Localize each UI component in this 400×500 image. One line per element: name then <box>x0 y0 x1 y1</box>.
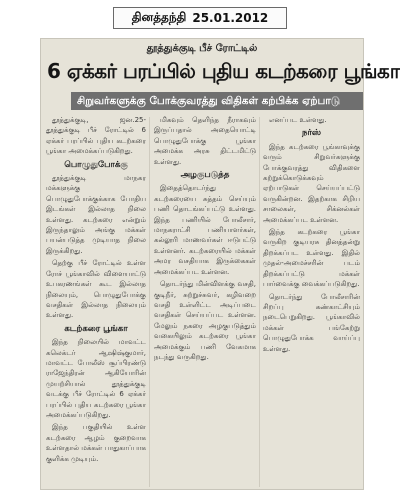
article-headline: 6 ஏக்கர் பரப்பில் புதிய கடற்கரை பூங்கா <box>47 59 400 83</box>
body-paragraph: மிகவும் தெளிந்த நீராகவும் இருப்பதால் அதையொட்டி பொழுதுபோக்கு பூங்கா அமைக்க அரசு திட்டமிட்டு உள்ளது. <box>154 116 256 166</box>
column-divider <box>149 117 150 487</box>
subheadline-text: சிறுவர்களுக்கு போக்குவரத்து விதிகள் கற்பிக்க ஏற்பாடு <box>77 94 341 107</box>
body-paragraph: தொடர்ந்து போலீசாரின் சிறப்பு கண்காட்சியும் நடைபெறுகிறது. பூங்காவில் மக்கள் பங்கேற்று பொழுதுபோக்க வாய்ப்பு உள்ளது. <box>263 292 360 353</box>
article-kicker: தூத்துக்குடி பீச் ரோட்டில் <box>146 43 258 54</box>
body-paragraph: இதைத்தொடர்ந்து கடற்கரையை சுத்தம் செய்யும் பணி தொடங்கப்பட்டு உள்ளது. இந்த பணியில் போலீசார், மாநகராட்சி பணியாளர்கள், கல்லூரி மாணவர்கள் ஈடுபட்டு உள்ளனர். கடற்கரையில் மக்கள் அமர வசதியாக இருக்கைகள் அமைக்கப்பட உள்ளன. <box>154 184 256 276</box>
body-paragraph: இந்த கடற்கரை பூங்கா வருகிற குடியரசு தினத்தன்று திறக்கப்பட உள்ளது. இதில் முதல்-அமைச்சரின் படம் திறக்கப்பட்டு மக்கள் பார்வைக்கு வைக்கப்படுகிறது. <box>263 228 360 289</box>
body-paragraph: எனப்பட உள்ளது. <box>269 116 327 124</box>
article-column-1 <box>46 115 146 466</box>
article-column-3 <box>263 115 360 356</box>
section-subheading: நர்ஸ் <box>301 128 322 139</box>
body-paragraph: இந்த பகுதியில் உள்ள கடற்கரை ஆழம் குறைவாக உள்ளதால் மக்கள் பாதுகாப்பாக குளிக்க முடியும். <box>46 423 146 463</box>
body-paragraph: தூத்துக்குடி, ஜன.25- தூத்துக்குடி பீச் ரோட்டில் 6 ஏக்கர் பரப்பில் புதிய கடற்கரை பூங்கா அமைக்கப்படுகிறது. <box>46 116 146 156</box>
column-divider <box>259 117 260 487</box>
article-column-2 <box>154 115 256 364</box>
section-subheading: அழகுபடுத்த <box>180 170 230 181</box>
body-paragraph: இந்த நிலையில் மாவட்ட கலெக்டர் ஆஷிஷ்குமார், மாவட்ட போலீஸ் சூப்பிரண்டு ராஜேந்திரன் ஆகியோரின் முயற்சியால் தூத்துக்குடி வடக்கு பீச் ரோட்டில் 6 ஏக்கர் பரப்பில் புதிய கடற்கரை பூங்கா அமைக்கப்படுகிறது. <box>46 338 146 419</box>
article-subheadline <box>71 92 363 110</box>
masthead <box>113 7 287 29</box>
section-subheading: கடற்கரை பூங்கா <box>64 323 128 334</box>
body-paragraph: இந்த கடற்கரை பூங்காவுக்கு வரும் சிறுவர்களுக்கு போக்குவரத்து விதிகளை கற்றுக்கொடுக்கவும் ஏற்பாடுகள் செய்யப்பட்டு வருகின்றன. இதற்காக சிறிய சாலைகள், சிக்னல்கள் அமைக்கப்பட உள்ளன. <box>263 142 360 224</box>
section-subheading: பொழுதுபோக்கு <box>64 159 128 170</box>
news-clipping <box>40 38 400 490</box>
body-paragraph: தெற்கு பீச் ரோட்டில் உள்ள ரோச் பூங்காவில் விளையாட்டு உபகரணங்கள் கூட இல்லாத நிலையும், பொழுதுபோக்கு வசதிகள் இல்லாத நிலையும் உள்ளது. <box>46 259 146 320</box>
publication-date: 25.01.2012 <box>192 11 269 25</box>
newspaper-name: தினத்தந்தி <box>131 10 187 24</box>
body-paragraph: தொடர்ந்து மின்விளக்கு வசதி, குடிநீர், சுற்றுச்சுவர், கழிவறை வசதி உள்ளிட்ட அடிப்படை வசதிகள் செய்யப்பட உள்ளன. மேலும் நகரை அழகுபடுத்தும் வகையிலும் கடற்கரை பூங்கா அமைக்கும் பணி வேகமாக நடந்து வருகிறது. <box>154 280 256 361</box>
body-paragraph: தூத்துக்குடி மாநகர மக்களுக்கு பொழுதுபோக்குக்காக போதிய இடங்கள் இல்லாத நிலை உள்ளது. கடற்கரை என்றும் இருந்தாலும் அங்கு மக்கள் பயன்படுத்த முடியாத நிலை இருக்கிறது. <box>46 174 146 255</box>
